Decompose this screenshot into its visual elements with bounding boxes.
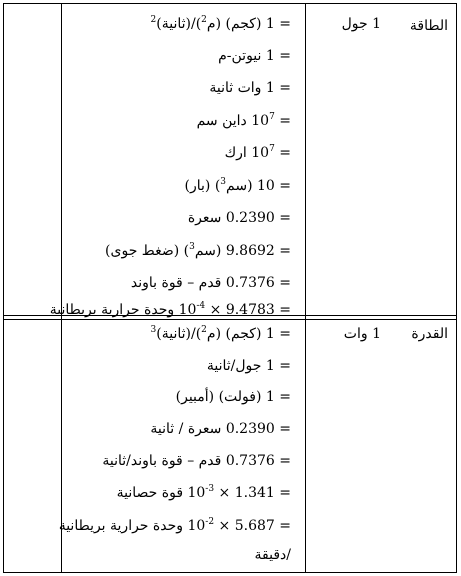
energy-equivalent-row (105, 243, 291, 259)
energy-equivalent-row (188, 210, 291, 226)
energy-row-mid: ) (بار) (184, 178, 221, 194)
row-divider-double (4, 319, 456, 320)
energy-row-eq: = 9.8692 (سم (194, 243, 291, 259)
energy-label: الطاقة (409, 18, 448, 34)
energy-unit: 1 جول (341, 16, 381, 32)
power-row-sup2: 3 (150, 325, 157, 335)
energy-row-eq: = 1 نيوتن-م (218, 48, 291, 64)
energy-row-sup1: 2 (201, 15, 207, 25)
power-equivalent-row (102, 453, 291, 469)
energy-equivalent-row (225, 145, 291, 161)
power-equivalent-row (176, 389, 291, 405)
power-equivalent-row (117, 485, 291, 501)
energy-row-mid: ) (ضغط جوى) (105, 243, 190, 259)
power-equivalent-row (151, 326, 291, 342)
power-equivalent-row (59, 518, 291, 534)
energy-row-mid: ارك (224, 145, 252, 161)
power-row-mid: قوة حصانية (116, 485, 188, 501)
power-row-sup1: -2 (205, 517, 215, 527)
power-row-sup1: -3 (205, 484, 215, 494)
power-unit: 1 وات (343, 326, 381, 342)
energy-row-sup1: 7 (269, 144, 275, 154)
energy-row-mid: )/(ثانية) (156, 16, 202, 32)
energy-row-sup1: 3 (220, 177, 227, 187)
power-row-eq: = 5.687 × 10 (187, 518, 291, 534)
energy-equivalent-row (131, 275, 291, 291)
energy-equivalent-row (209, 80, 291, 96)
power-row-mid: )/(ثانية) (156, 326, 202, 342)
energy-row-eq: = 10 (251, 145, 291, 161)
conversion-table (3, 3, 457, 573)
energy-row-eq: = 0.2390 سعرة (187, 210, 291, 226)
power-row-eq: = 1.341 × 10 (187, 485, 291, 501)
energy-row-sup2: 2 (150, 15, 157, 25)
energy-row-sup1: 7 (269, 112, 275, 122)
power-equivalent-row (255, 547, 291, 563)
power-equivalent-row (150, 421, 291, 437)
power-label: القدرة (411, 326, 448, 342)
energy-row-sup1: -4 (196, 301, 206, 311)
power-row-eq: /دقيقة (254, 547, 291, 563)
energy-equivalent-row (185, 178, 291, 194)
energy-row-eq: = 10 (251, 113, 291, 129)
power-row-mid: وحدة حرارية بريطانية (58, 518, 188, 534)
power-row-eq: = 0.7376 قدم – قوة باوند/ثانية (102, 453, 291, 469)
energy-row-eq: = 1 (كجم) (م (206, 16, 291, 32)
energy-equivalent-row (218, 48, 291, 64)
energy-equivalent-row (197, 113, 291, 129)
power-equivalent-row (207, 358, 291, 374)
energy-equivalent-row (50, 302, 291, 318)
energy-row-sup1: 3 (189, 242, 195, 252)
energy-row-eq: = 1 وات ثانية (209, 80, 291, 96)
column-divider-1 (61, 4, 62, 572)
energy-row-eq: = 10 (سم (226, 178, 291, 194)
energy-row-eq: = 0.7376 قدم – قوة باوند (130, 275, 291, 291)
power-row-eq: = 1 (كجم) (م (206, 326, 291, 342)
column-divider-2 (305, 4, 306, 572)
power-row-sup1: 2 (201, 325, 207, 335)
energy-row-eq: = 9.4783 × 10 (178, 302, 291, 318)
power-row-eq: = 1 جول/ثانية (206, 358, 291, 374)
power-row-eq: = 1 (فولت) (أمبير) (175, 389, 291, 405)
power-row-eq: = 0.2390 سعرة / ثانية (150, 421, 291, 437)
energy-row-mid: وحدة حرارية بريطانية (49, 302, 179, 318)
energy-row-mid: داين سم (196, 113, 252, 129)
energy-equivalent-row (151, 16, 291, 32)
